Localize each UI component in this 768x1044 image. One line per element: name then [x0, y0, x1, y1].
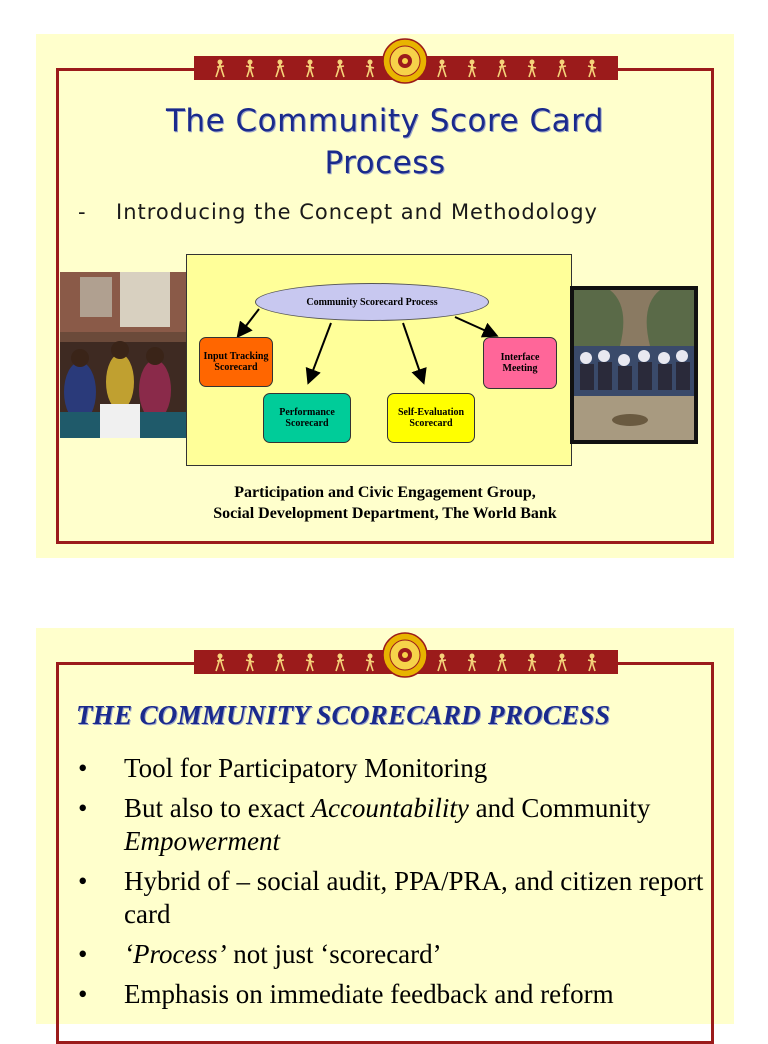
bullet-item	[78, 938, 734, 971]
bullet-text: and Community	[468, 793, 651, 823]
credits-line-1: Participation and Civic Engagement Group,	[234, 484, 536, 501]
credits-line-2: Social Development Department, The World Bank	[213, 505, 557, 522]
interface-meeting-node: Interface Meeting	[483, 337, 557, 389]
meeting-photo-right	[570, 286, 698, 444]
sun-medallion-icon	[382, 38, 428, 84]
bullet-emphasis: ‘Process’	[124, 939, 227, 969]
slide-title: THE COMMUNITY SCORECARD PROCESS	[76, 700, 611, 730]
sun-medallion-icon	[382, 632, 428, 678]
subtitle-text: Introducing the Concept and Methodology	[116, 200, 598, 224]
bullet-text: Hybrid of – social audit, PPA/PRA, and citizen report card	[124, 866, 704, 929]
bullet-item	[78, 792, 734, 858]
input-tracking-node: Input Tracking Scorecard	[199, 337, 273, 387]
performance-node: Performance Scorecard	[263, 393, 351, 443]
bullet-list	[78, 752, 734, 1018]
bullet-emphasis: Empowerment	[124, 826, 280, 856]
title-line-2: Process	[324, 145, 446, 181]
self-evaluation-node: Self-Evaluation Scorecard	[387, 393, 475, 443]
bullet-text: not just ‘scorecard’	[226, 939, 442, 969]
subtitle-dash: -	[78, 200, 87, 224]
meeting-photo-left	[60, 272, 186, 438]
process-diagram	[186, 254, 572, 466]
slide-2	[36, 628, 734, 1024]
center-process-node: Community Scorecard Process	[255, 283, 489, 321]
bullet-emphasis: Accountability	[311, 793, 469, 823]
credits	[36, 482, 734, 524]
title-line-1: The Community Score Card	[166, 103, 604, 139]
slide-title	[76, 100, 694, 184]
bullet-text: Emphasis on immediate feedback and reform	[124, 979, 614, 1009]
bullet-item	[78, 752, 734, 785]
bullet-text: But also to exact	[124, 793, 312, 823]
bullet-item	[78, 865, 734, 931]
slide-1	[36, 34, 734, 558]
slide-subtitle	[78, 200, 598, 224]
bullet-item	[78, 978, 734, 1011]
bullet-text: Tool for Participatory Monitoring	[124, 753, 488, 783]
